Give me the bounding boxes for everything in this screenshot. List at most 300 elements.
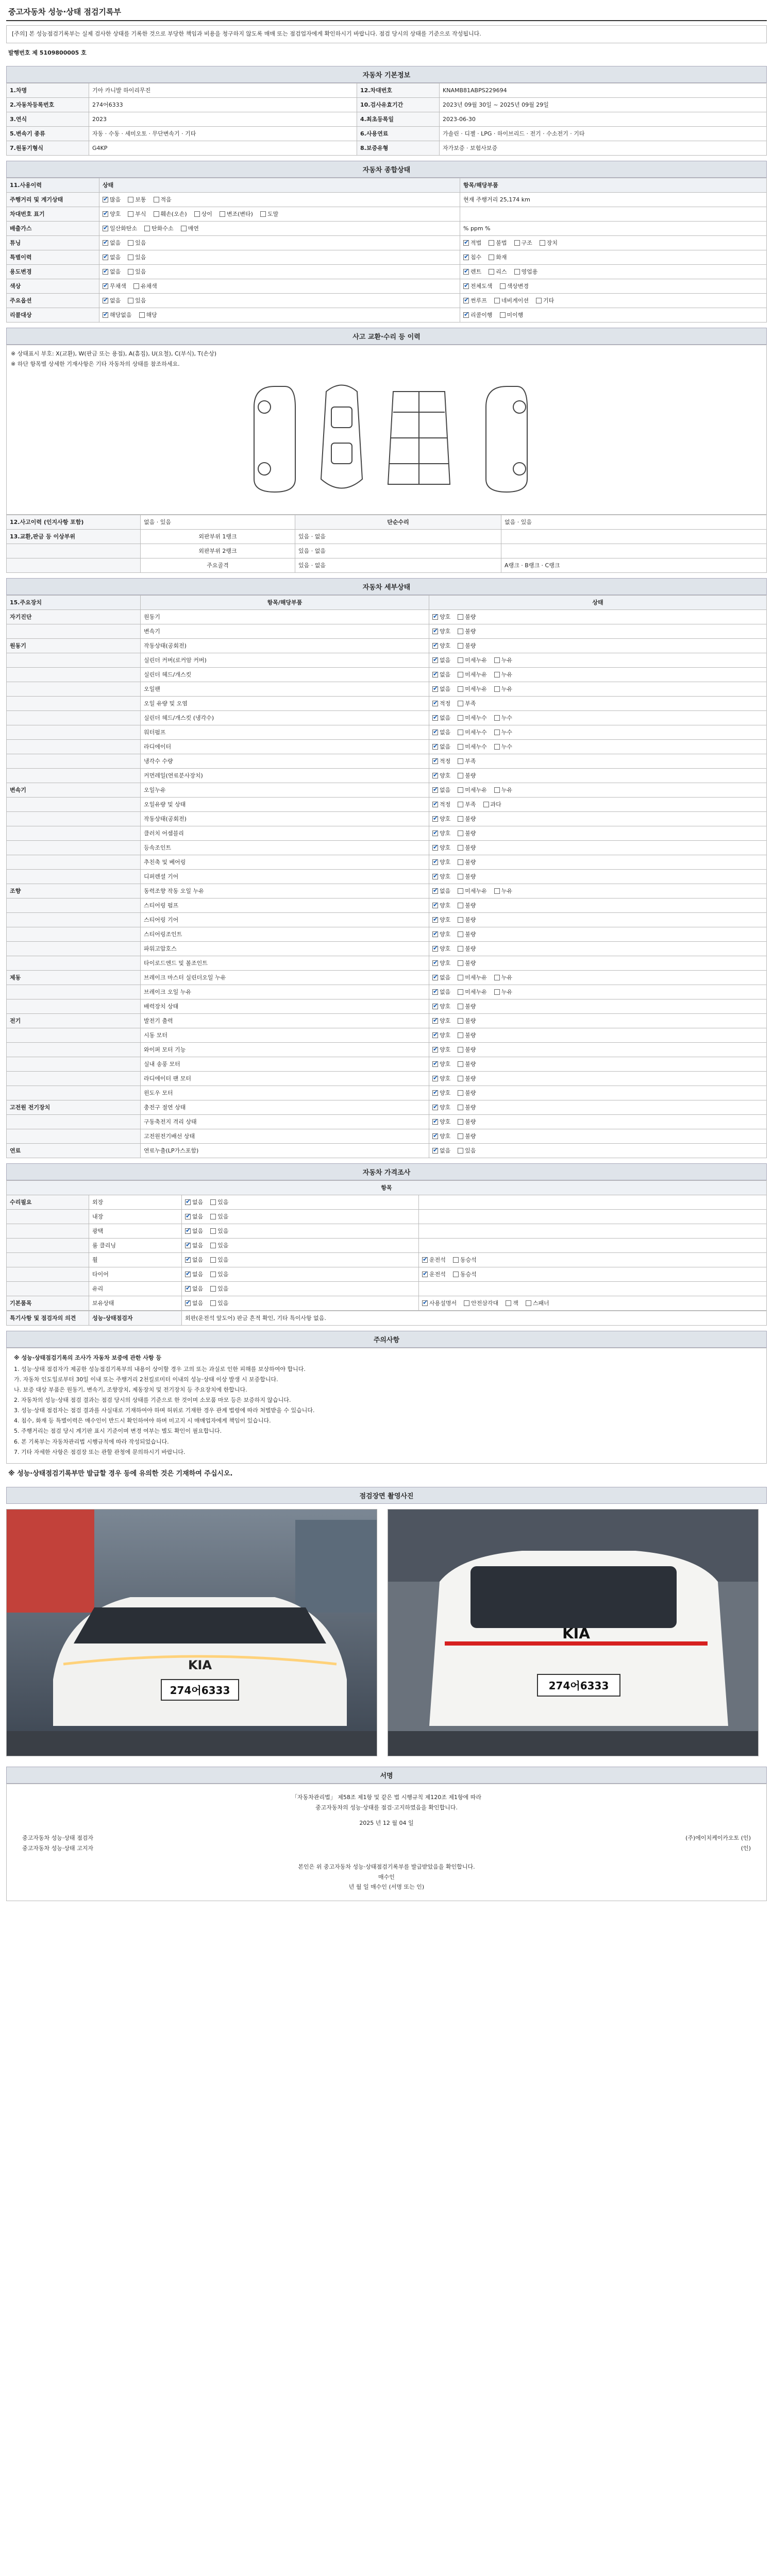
checkbox-icon[interactable] <box>506 1300 511 1306</box>
checkbox-icon[interactable] <box>540 240 545 246</box>
checkbox-icon[interactable] <box>458 975 463 980</box>
checkbox-option[interactable]: ✔ 양호 <box>432 1060 450 1068</box>
checkbox-icon[interactable] <box>432 758 438 764</box>
checkbox-icon[interactable] <box>458 903 463 908</box>
checkbox-icon[interactable] <box>432 1148 438 1154</box>
checkbox-option[interactable]: 기타 <box>536 296 554 304</box>
checkbox-option[interactable]: ✔ 해당없음 <box>103 311 132 319</box>
checkbox-icon[interactable] <box>463 312 469 318</box>
checkbox-icon[interactable] <box>494 744 500 750</box>
checkbox-icon[interactable] <box>144 226 150 231</box>
checkbox-icon[interactable] <box>432 1105 438 1110</box>
checkbox-icon[interactable] <box>432 701 438 706</box>
checkbox-icon[interactable] <box>210 1214 216 1219</box>
checkbox-option[interactable]: 불량 <box>458 641 476 650</box>
checkbox-option[interactable]: 미세누유 <box>458 786 487 794</box>
checkbox-option[interactable]: 누유 <box>494 973 512 981</box>
checkbox-icon[interactable] <box>432 614 438 620</box>
checkbox-icon[interactable] <box>494 672 500 677</box>
checkbox-option[interactable]: ✔ 적정 <box>432 757 450 765</box>
checkbox-icon[interactable] <box>458 773 463 778</box>
checkbox-option[interactable]: 불량 <box>458 1103 476 1111</box>
checkbox-option[interactable]: 영업용 <box>514 267 538 276</box>
checkbox-icon[interactable] <box>432 845 438 851</box>
checkbox-icon[interactable] <box>458 1133 463 1139</box>
checkbox-option[interactable]: 구조 <box>514 239 532 247</box>
checkbox-icon[interactable] <box>181 226 187 231</box>
checkbox-icon[interactable] <box>458 859 463 865</box>
checkbox-option[interactable]: ✔ 없음 <box>432 670 450 679</box>
checkbox-icon[interactable] <box>185 1228 191 1234</box>
checkbox-option[interactable]: ✔ 양호 <box>432 829 450 837</box>
checkbox-option[interactable]: 불량 <box>458 815 476 823</box>
checkbox-icon[interactable] <box>185 1199 191 1205</box>
checkbox-icon[interactable] <box>432 643 438 649</box>
checkbox-option[interactable]: 미세누유 <box>458 988 487 996</box>
checkbox-icon[interactable] <box>458 672 463 677</box>
checkbox-option[interactable]: 있음 <box>210 1212 228 1221</box>
checkbox-option[interactable]: ✔ 없음 <box>103 267 121 276</box>
checkbox-icon[interactable] <box>210 1243 216 1248</box>
checkbox-option[interactable]: ✔ 없음 <box>185 1241 203 1249</box>
checkbox-option[interactable]: ✔ 없음 <box>432 685 450 693</box>
checkbox-option[interactable]: ✔ 없음 <box>432 973 450 981</box>
checkbox-icon[interactable] <box>458 1090 463 1096</box>
checkbox-option[interactable]: 미세누수 <box>458 714 487 722</box>
checkbox-option[interactable]: 불량 <box>458 1060 476 1068</box>
checkbox-option[interactable]: 변조(변타) <box>220 210 253 218</box>
checkbox-icon[interactable] <box>458 657 463 663</box>
checkbox-option[interactable]: 불량 <box>458 771 476 779</box>
checkbox-icon[interactable] <box>432 1090 438 1096</box>
checkbox-option[interactable]: 있음 <box>210 1241 228 1249</box>
checkbox-option[interactable]: 누수 <box>494 714 512 722</box>
checkbox-option[interactable]: 불량 <box>458 1045 476 1054</box>
checkbox-icon[interactable] <box>432 802 438 807</box>
checkbox-option[interactable]: 불량 <box>458 944 476 953</box>
checkbox-option[interactable]: ✔ 없음 <box>432 728 450 736</box>
checkbox-icon[interactable] <box>185 1300 191 1306</box>
checkbox-icon[interactable] <box>463 269 469 275</box>
checkbox-option[interactable]: ✔ 양호 <box>432 815 450 823</box>
checkbox-icon[interactable] <box>458 1148 463 1154</box>
checkbox-option[interactable]: ✔ 일산화탄소 <box>103 224 137 232</box>
checkbox-option[interactable]: 훼손(오손) <box>154 210 187 218</box>
checkbox-icon[interactable] <box>500 283 506 289</box>
checkbox-icon[interactable] <box>185 1257 191 1263</box>
checkbox-option[interactable]: ✔ 없음 <box>432 1146 450 1155</box>
checkbox-option[interactable]: 미이행 <box>500 311 524 319</box>
checkbox-option[interactable]: 유채색 <box>133 282 157 290</box>
checkbox-icon[interactable] <box>453 1257 459 1263</box>
checkbox-option[interactable]: 불량 <box>458 829 476 837</box>
checkbox-option[interactable]: 적음 <box>154 195 172 204</box>
checkbox-option[interactable]: ✔ 양호 <box>432 1045 450 1054</box>
checkbox-option[interactable]: 불법 <box>489 239 507 247</box>
checkbox-icon[interactable] <box>194 211 200 217</box>
checkbox-option[interactable]: 누수 <box>494 728 512 736</box>
checkbox-icon[interactable] <box>432 672 438 677</box>
checkbox-icon[interactable] <box>463 240 469 246</box>
checkbox-option[interactable]: 불량 <box>458 959 476 967</box>
checkbox-icon[interactable] <box>432 1032 438 1038</box>
checkbox-icon[interactable] <box>185 1214 191 1219</box>
checkbox-option[interactable]: ✔ 양호 <box>432 1031 450 1039</box>
checkbox-option[interactable]: ✔ 없음 <box>185 1299 203 1307</box>
checkbox-icon[interactable] <box>458 946 463 952</box>
checkbox-option[interactable]: 있음 <box>210 1299 228 1307</box>
checkbox-icon[interactable] <box>185 1243 191 1248</box>
checkbox-icon[interactable] <box>489 240 494 246</box>
checkbox-icon[interactable] <box>458 758 463 764</box>
checkbox-option[interactable]: ✔ 사용설명서 <box>422 1299 457 1307</box>
checkbox-option[interactable]: ✔ 양호 <box>432 641 450 650</box>
checkbox-icon[interactable] <box>103 226 108 231</box>
checkbox-option[interactable]: 불량 <box>458 901 476 909</box>
checkbox-icon[interactable] <box>489 255 494 260</box>
checkbox-icon[interactable] <box>128 269 133 275</box>
checkbox-option[interactable]: ✔ 운전석 <box>422 1270 446 1278</box>
checkbox-option[interactable]: 불량 <box>458 627 476 635</box>
checkbox-icon[interactable] <box>128 298 133 303</box>
checkbox-icon[interactable] <box>133 283 139 289</box>
checkbox-icon[interactable] <box>432 1018 438 1024</box>
checkbox-icon[interactable] <box>103 298 108 303</box>
checkbox-icon[interactable] <box>103 240 108 246</box>
checkbox-option[interactable]: ✔ 없음 <box>185 1212 203 1221</box>
checkbox-option[interactable]: 불량 <box>458 930 476 938</box>
checkbox-option[interactable]: ✔ 양호 <box>432 1089 450 1097</box>
checkbox-option[interactable]: 부식 <box>128 210 146 218</box>
checkbox-option[interactable]: 미세누수 <box>458 728 487 736</box>
checkbox-option[interactable]: 네비게이션 <box>494 296 529 304</box>
checkbox-option[interactable]: 있음 <box>210 1227 228 1235</box>
checkbox-option[interactable]: 있음 <box>458 1146 476 1155</box>
checkbox-option[interactable]: 과다 <box>483 800 501 808</box>
checkbox-option[interactable]: 불량 <box>458 1016 476 1025</box>
checkbox-icon[interactable] <box>103 312 108 318</box>
checkbox-option[interactable]: ✔ 양호 <box>103 210 121 218</box>
checkbox-option[interactable]: ✔ 양호 <box>432 627 450 635</box>
checkbox-option[interactable]: ✔ 침수 <box>463 253 481 261</box>
checkbox-icon[interactable] <box>494 298 500 303</box>
checkbox-icon[interactable] <box>139 312 145 318</box>
checkbox-option[interactable]: 미세누유 <box>458 656 487 664</box>
checkbox-icon[interactable] <box>432 1133 438 1139</box>
checkbox-icon[interactable] <box>458 744 463 750</box>
checkbox-icon[interactable] <box>432 903 438 908</box>
checkbox-option[interactable]: 누수 <box>494 742 512 751</box>
checkbox-option[interactable]: 있음 <box>128 239 146 247</box>
checkbox-option[interactable]: 미세누유 <box>458 973 487 981</box>
checkbox-option[interactable]: 리스 <box>489 267 507 276</box>
checkbox-option[interactable]: ✔ 양호 <box>432 858 450 866</box>
checkbox-icon[interactable] <box>432 773 438 778</box>
checkbox-icon[interactable] <box>458 1032 463 1038</box>
checkbox-icon[interactable] <box>458 686 463 692</box>
checkbox-icon[interactable] <box>458 701 463 706</box>
checkbox-icon[interactable] <box>185 1272 191 1277</box>
checkbox-icon[interactable] <box>432 1076 438 1081</box>
checkbox-option[interactable]: ✔ 양호 <box>432 1016 450 1025</box>
checkbox-icon[interactable] <box>432 831 438 836</box>
checkbox-option[interactable]: ✔ 양호 <box>432 1132 450 1140</box>
checkbox-option[interactable]: ✔ 양호 <box>432 944 450 953</box>
checkbox-icon[interactable] <box>432 931 438 937</box>
checkbox-option[interactable]: 불량 <box>458 1117 476 1126</box>
checkbox-icon[interactable] <box>128 240 133 246</box>
checkbox-icon[interactable] <box>432 744 438 750</box>
checkbox-icon[interactable] <box>432 715 438 721</box>
checkbox-option[interactable]: 불량 <box>458 1002 476 1010</box>
checkbox-option[interactable]: ✔ 양호 <box>432 959 450 967</box>
checkbox-icon[interactable] <box>458 787 463 793</box>
checkbox-option[interactable]: 누유 <box>494 656 512 664</box>
checkbox-option[interactable]: 누유 <box>494 670 512 679</box>
checkbox-option[interactable]: ✔ 양호 <box>432 843 450 852</box>
checkbox-icon[interactable] <box>494 715 500 721</box>
checkbox-option[interactable]: 있음 <box>210 1198 228 1206</box>
checkbox-icon[interactable] <box>210 1199 216 1205</box>
checkbox-icon[interactable] <box>458 1047 463 1053</box>
checkbox-option[interactable]: ✔ 없음 <box>432 742 450 751</box>
checkbox-icon[interactable] <box>458 931 463 937</box>
checkbox-icon[interactable] <box>432 859 438 865</box>
checkbox-icon[interactable] <box>432 917 438 923</box>
checkbox-option[interactable]: ✔ 양호 <box>432 771 450 779</box>
checkbox-icon[interactable] <box>154 211 159 217</box>
checkbox-icon[interactable] <box>458 917 463 923</box>
checkbox-option[interactable]: 부족 <box>458 757 476 765</box>
checkbox-icon[interactable] <box>458 1119 463 1125</box>
checkbox-icon[interactable] <box>494 975 500 980</box>
checkbox-icon[interactable] <box>458 715 463 721</box>
checkbox-option[interactable]: ✔ 없음 <box>432 656 450 664</box>
checkbox-option[interactable]: 미세누수 <box>458 742 487 751</box>
checkbox-option[interactable]: 있음 <box>128 267 146 276</box>
checkbox-option[interactable]: 누유 <box>494 685 512 693</box>
checkbox-icon[interactable] <box>458 629 463 634</box>
checkbox-option[interactable]: ✔ 무채색 <box>103 282 126 290</box>
checkbox-icon[interactable] <box>458 831 463 836</box>
checkbox-option[interactable]: ✔ 없음 <box>103 296 121 304</box>
checkbox-icon[interactable] <box>458 1105 463 1110</box>
checkbox-option[interactable]: 안전삼각대 <box>464 1299 498 1307</box>
checkbox-option[interactable]: ✔ 전체도색 <box>463 282 493 290</box>
checkbox-option[interactable]: 탄화수소 <box>144 224 174 232</box>
checkbox-icon[interactable] <box>432 1119 438 1125</box>
checkbox-icon[interactable] <box>514 269 520 275</box>
checkbox-icon[interactable] <box>432 1047 438 1053</box>
checkbox-icon[interactable] <box>103 211 108 217</box>
checkbox-icon[interactable] <box>220 211 225 217</box>
checkbox-icon[interactable] <box>458 874 463 879</box>
checkbox-option[interactable]: 누유 <box>494 887 512 895</box>
checkbox-icon[interactable] <box>494 787 500 793</box>
checkbox-option[interactable]: 불량 <box>458 916 476 924</box>
checkbox-icon[interactable] <box>500 312 506 318</box>
checkbox-icon[interactable] <box>210 1228 216 1234</box>
checkbox-option[interactable]: 부족 <box>458 699 476 707</box>
checkbox-icon[interactable] <box>260 211 266 217</box>
checkbox-option[interactable]: 동승석 <box>453 1256 477 1264</box>
checkbox-option[interactable]: ✔ 많음 <box>103 195 121 204</box>
checkbox-icon[interactable] <box>494 686 500 692</box>
checkbox-icon[interactable] <box>103 197 108 202</box>
checkbox-option[interactable]: 도말 <box>260 210 278 218</box>
checkbox-option[interactable]: ✔ 없음 <box>103 239 121 247</box>
checkbox-icon[interactable] <box>154 197 159 202</box>
checkbox-icon[interactable] <box>458 888 463 894</box>
checkbox-icon[interactable] <box>432 657 438 663</box>
checkbox-icon[interactable] <box>494 888 500 894</box>
checkbox-option[interactable]: ✔ 운전석 <box>422 1256 446 1264</box>
checkbox-option[interactable]: ✔ 양호 <box>432 613 450 621</box>
checkbox-icon[interactable] <box>458 1018 463 1024</box>
checkbox-option[interactable]: ✔ 양호 <box>432 1117 450 1126</box>
checkbox-icon[interactable] <box>458 960 463 966</box>
checkbox-option[interactable]: 있음 <box>128 296 146 304</box>
checkbox-icon[interactable] <box>483 802 489 807</box>
checkbox-option[interactable]: 미세누유 <box>458 887 487 895</box>
checkbox-icon[interactable] <box>458 730 463 735</box>
checkbox-option[interactable]: 불량 <box>458 843 476 852</box>
checkbox-option[interactable]: 장치 <box>540 239 558 247</box>
checkbox-icon[interactable] <box>432 960 438 966</box>
checkbox-option[interactable]: ✔ 없음 <box>432 887 450 895</box>
checkbox-icon[interactable] <box>458 1076 463 1081</box>
checkbox-icon[interactable] <box>432 1004 438 1009</box>
checkbox-icon[interactable] <box>432 874 438 879</box>
checkbox-option[interactable]: ✔ 양호 <box>432 1002 450 1010</box>
checkbox-option[interactable]: 미세누유 <box>458 685 487 693</box>
checkbox-icon[interactable] <box>128 197 133 202</box>
checkbox-option[interactable]: ✔ 없음 <box>432 714 450 722</box>
checkbox-option[interactable]: 스패너 <box>526 1299 549 1307</box>
checkbox-icon[interactable] <box>210 1257 216 1263</box>
checkbox-icon[interactable] <box>432 629 438 634</box>
checkbox-option[interactable]: ✔ 적법 <box>463 239 481 247</box>
checkbox-option[interactable]: 불량 <box>458 1132 476 1140</box>
checkbox-option[interactable]: 부족 <box>458 800 476 808</box>
checkbox-icon[interactable] <box>432 989 438 995</box>
checkbox-option[interactable]: ✔ 양호 <box>432 930 450 938</box>
checkbox-option[interactable]: ✔ 양호 <box>432 1074 450 1082</box>
checkbox-icon[interactable] <box>210 1286 216 1292</box>
checkbox-option[interactable]: 있음 <box>210 1256 228 1264</box>
checkbox-icon[interactable] <box>432 975 438 980</box>
checkbox-option[interactable]: ✔ 양호 <box>432 1103 450 1111</box>
checkbox-icon[interactable] <box>494 657 500 663</box>
checkbox-icon[interactable] <box>103 283 108 289</box>
checkbox-option[interactable]: ✔ 썬루프 <box>463 296 487 304</box>
checkbox-icon[interactable] <box>458 816 463 822</box>
checkbox-icon[interactable] <box>458 643 463 649</box>
checkbox-icon[interactable] <box>210 1300 216 1306</box>
checkbox-option[interactable]: ✔ 없음 <box>103 253 121 261</box>
checkbox-icon[interactable] <box>463 298 469 303</box>
checkbox-option[interactable]: ✔ 없음 <box>185 1256 203 1264</box>
checkbox-option[interactable]: 화재 <box>489 253 507 261</box>
checkbox-icon[interactable] <box>463 255 469 260</box>
checkbox-icon[interactable] <box>432 1061 438 1067</box>
checkbox-option[interactable]: 불량 <box>458 613 476 621</box>
checkbox-option[interactable]: 있음 <box>210 1270 228 1278</box>
checkbox-icon[interactable] <box>458 802 463 807</box>
checkbox-option[interactable]: 불량 <box>458 1031 476 1039</box>
checkbox-icon[interactable] <box>422 1272 428 1277</box>
checkbox-icon[interactable] <box>103 255 108 260</box>
checkbox-option[interactable]: ✔ 적정 <box>432 699 450 707</box>
checkbox-icon[interactable] <box>536 298 542 303</box>
checkbox-icon[interactable] <box>432 787 438 793</box>
checkbox-option[interactable]: 누유 <box>494 988 512 996</box>
checkbox-icon[interactable] <box>464 1300 469 1306</box>
checkbox-icon[interactable] <box>458 1004 463 1009</box>
checkbox-option[interactable]: 누유 <box>494 786 512 794</box>
checkbox-option[interactable]: 동승석 <box>453 1270 477 1278</box>
checkbox-icon[interactable] <box>432 816 438 822</box>
checkbox-icon[interactable] <box>463 283 469 289</box>
checkbox-option[interactable]: 잭 <box>506 1299 518 1307</box>
checkbox-option[interactable]: ✔ 양호 <box>432 916 450 924</box>
checkbox-option[interactable]: 불량 <box>458 1074 476 1082</box>
checkbox-option[interactable]: 해당 <box>139 311 157 319</box>
checkbox-icon[interactable] <box>128 211 133 217</box>
checkbox-option[interactable]: ✔ 없음 <box>432 988 450 996</box>
checkbox-icon[interactable] <box>432 730 438 735</box>
checkbox-icon[interactable] <box>103 269 108 275</box>
checkbox-option[interactable]: 보통 <box>128 195 146 204</box>
checkbox-option[interactable]: 미세누유 <box>458 670 487 679</box>
checkbox-icon[interactable] <box>422 1257 428 1263</box>
checkbox-option[interactable]: ✔ 렌트 <box>463 267 481 276</box>
checkbox-option[interactable]: 색상변경 <box>500 282 529 290</box>
checkbox-option[interactable]: ✔ 없음 <box>185 1198 203 1206</box>
checkbox-icon[interactable] <box>210 1272 216 1277</box>
checkbox-icon[interactable] <box>494 989 500 995</box>
checkbox-icon[interactable] <box>514 240 520 246</box>
checkbox-option[interactable]: ✔ 없음 <box>185 1270 203 1278</box>
checkbox-option[interactable]: 상이 <box>194 210 212 218</box>
checkbox-option[interactable]: ✔ 없음 <box>185 1227 203 1235</box>
checkbox-icon[interactable] <box>489 269 494 275</box>
checkbox-icon[interactable] <box>494 730 500 735</box>
checkbox-icon[interactable] <box>458 1061 463 1067</box>
checkbox-option[interactable]: 있음 <box>128 253 146 261</box>
checkbox-option[interactable]: ✔ 없음 <box>185 1284 203 1293</box>
checkbox-option[interactable]: ✔ 양호 <box>432 872 450 880</box>
checkbox-option[interactable]: ✔ 양호 <box>432 901 450 909</box>
checkbox-icon[interactable] <box>453 1272 459 1277</box>
checkbox-option[interactable]: 불량 <box>458 1089 476 1097</box>
checkbox-icon[interactable] <box>422 1300 428 1306</box>
checkbox-icon[interactable] <box>185 1286 191 1292</box>
checkbox-option[interactable]: 매연 <box>181 224 199 232</box>
checkbox-option[interactable]: 있음 <box>210 1284 228 1293</box>
checkbox-icon[interactable] <box>458 989 463 995</box>
checkbox-option[interactable]: 불량 <box>458 858 476 866</box>
checkbox-icon[interactable] <box>128 255 133 260</box>
checkbox-option[interactable]: ✔ 리콜이행 <box>463 311 493 319</box>
checkbox-icon[interactable] <box>458 845 463 851</box>
checkbox-icon[interactable] <box>432 888 438 894</box>
checkbox-icon[interactable] <box>526 1300 531 1306</box>
checkbox-option[interactable]: 불량 <box>458 872 476 880</box>
checkbox-icon[interactable] <box>432 946 438 952</box>
checkbox-option[interactable]: ✔ 없음 <box>432 786 450 794</box>
checkbox-icon[interactable] <box>432 686 438 692</box>
